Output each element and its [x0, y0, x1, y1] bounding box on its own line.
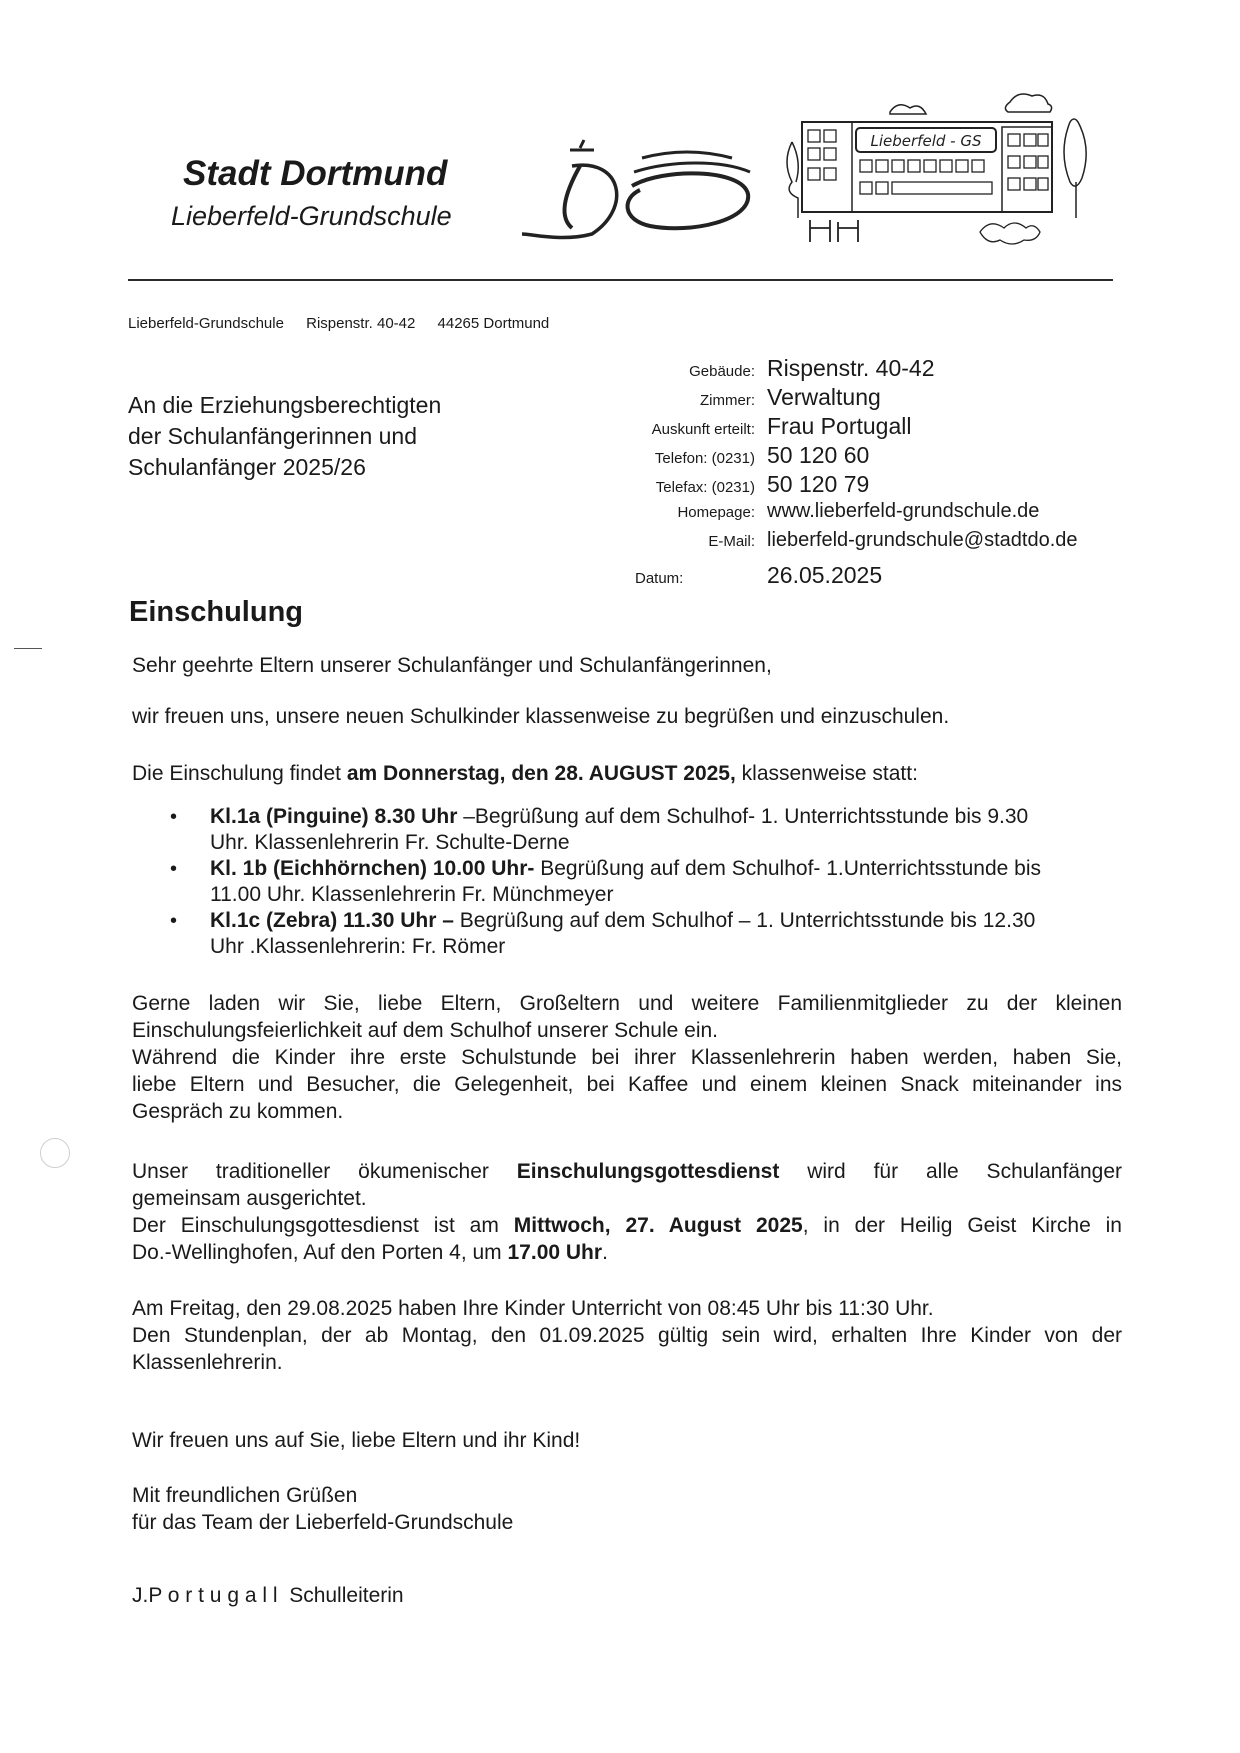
sender-city: 44265 Dortmund [437, 315, 550, 332]
service-bold: Einschulungsgottesdienst [516, 1160, 780, 1183]
friday-line: Klassenlehrerin. [132, 1351, 283, 1374]
city-title: Stadt Dortmund [183, 154, 448, 193]
fax-value: 50 120 79 [767, 471, 870, 497]
class-1c-teacher: Uhr .Klassenlehrerin: Fr. Römer [210, 935, 506, 958]
class-1c-detail: Begrüßung auf dem Schulhof – 1. Unterrichtsstunde bis 12.30 [453, 909, 1036, 932]
closing-text: Wir freuen uns auf Sie, liebe Eltern und ihr Kind! [132, 1429, 581, 1452]
room-value: Verwaltung [767, 384, 881, 410]
invite-line: Einschulungsfeierlichkeit auf dem Schulhof unserer Schule ein. [132, 1019, 719, 1042]
phone-label: Telefon: (0231) [654, 450, 755, 467]
class-1a-detail: –Begrüßung auf dem Schulhof- 1. Unterrichtsstunde bis 9.30 [457, 805, 1029, 828]
signature-role: Schulleiterin [289, 1584, 404, 1607]
recipient-line: An die Erziehungsberechtigten [128, 392, 442, 418]
class-1b-title: Kl. 1b (Eichhörnchen) 10.00 Uhr- [210, 857, 535, 880]
class-1a-teacher: Uhr. Klassenlehrerin Fr. Schulte-Derne [210, 831, 570, 854]
service-line [132, 1212, 1122, 1239]
signature-line [132, 1582, 1122, 1609]
friday-line: Den Stundenplan, der ab Montag, den 01.09.2025 gültig sein wird, erhalten Ihre Kinder von der [132, 1324, 1122, 1347]
service-text: , in der Heilig Geist Kirche in [802, 1214, 1122, 1237]
contact-person-value: Frau Portugall [767, 413, 912, 439]
recipient-line: der Schulanfängerinnen und [128, 423, 418, 449]
class-schedule-list [132, 804, 1122, 960]
signature-block [132, 1582, 1122, 1609]
date-sentence-post: klassenweise statt: [735, 762, 918, 785]
homepage-label: Homepage: [677, 504, 755, 521]
email-label: E-Mail: [708, 533, 755, 550]
date-sentence-pre: Die Einschulung findet [132, 762, 347, 785]
intro-paragraph [132, 703, 1122, 730]
sender-street: Rispenstr. 40-42 [306, 315, 416, 332]
service-text: Do.-Wellinghofen, Auf den Porten 4, um [132, 1241, 508, 1264]
class-1a-title: Kl.1a (Pinguine) 8.30 Uhr [210, 805, 458, 828]
bullet-icon: • [170, 910, 178, 932]
contact-row-fax [560, 471, 1160, 500]
class-1b-teacher: 11.00 Uhr. Klassenlehrerin Fr. Münchmeyer [210, 883, 614, 906]
contact-row-room [560, 384, 1160, 413]
sender-name: Lieberfeld-Grundschule [128, 315, 284, 332]
contact-row-homepage [560, 500, 1160, 529]
service-line: gemeinsam ausgerichtet. [132, 1187, 367, 1210]
intro-text: wir freuen uns, unsere neuen Schulkinder klassenweise zu begrüßen und einzuschulen. [132, 705, 950, 728]
punch-hole-mark [40, 1138, 70, 1168]
contact-row-person [560, 413, 1160, 442]
service-text: Unser traditioneller ökumenischer [132, 1160, 517, 1183]
list-item [132, 804, 1122, 856]
recipient-block [128, 390, 441, 483]
school-subtitle: Lieberfeld-Grundschule [171, 201, 452, 231]
invite-line: Gespräch zu kommen. [132, 1100, 344, 1123]
friday-paragraph [132, 1295, 1122, 1376]
class-1b-detail: Begrüßung auf dem Schulhof- 1.Unterrichtsstunde bis [534, 857, 1042, 880]
date-value: 26.05.2025 [767, 562, 883, 588]
sender-address-line [128, 315, 567, 332]
recipient-line: Schulanfänger 2025/26 [128, 454, 366, 480]
class-1c-title: Kl.1c (Zebra) 11.30 Uhr – [210, 909, 454, 932]
document-heading: Einschulung [129, 596, 303, 628]
service-bold: 17.00 Uhr [507, 1241, 603, 1264]
date-sentence-bold: am Donnerstag, den 28. AUGUST 2025, [346, 762, 736, 785]
header-divider [128, 279, 1113, 281]
service-text: . [602, 1241, 608, 1264]
date-label: Datum: [635, 570, 684, 587]
service-line [132, 1239, 1122, 1266]
contact-person-label: Auskunft erteilt: [651, 421, 755, 438]
contact-row-date [560, 558, 1160, 587]
service-text: wird für alle Schulanfänger [779, 1160, 1122, 1183]
homepage-value: www.lieberfeld-grundschule.de [767, 500, 1040, 522]
bullet-icon: • [170, 806, 178, 828]
fax-label: Telefax: (0231) [655, 479, 755, 496]
school-building-drawing [780, 82, 1100, 262]
invite-line: liebe Eltern und Besucher, die Gelegenheit, bei Kaffee und einem kleinen Snack miteinander ins [132, 1073, 1122, 1096]
bullet-icon: • [170, 858, 178, 880]
service-text: Der Einschulungsgottesdienst ist am [132, 1214, 514, 1237]
building-value: Rispenstr. 40-42 [767, 355, 935, 381]
room-label: Zimmer: [700, 392, 755, 409]
salutation-text: Sehr geehrte Eltern unserer Schulanfänger und Schulanfängerinnen, [132, 654, 772, 677]
scan-mark [14, 648, 42, 649]
friday-line: Am Freitag, den 29.08.2025 haben Ihre Kinder Unterricht von 08:45 Uhr bis 11:30 Uhr. [132, 1297, 934, 1320]
greeting-block [132, 1482, 1122, 1536]
invite-line: Gerne laden wir Sie, liebe Eltern, Großeltern und weitere Familienmitglieder zu der kleinen [132, 992, 1122, 1015]
closing-paragraph [132, 1427, 1122, 1454]
contact-row-building [560, 355, 1160, 384]
service-line [132, 1158, 1122, 1185]
list-item [132, 856, 1122, 908]
greeting-line: Mit freundlichen Grüßen [132, 1484, 358, 1507]
building-label: Gebäude: [689, 363, 755, 380]
dortmund-do-logo [522, 138, 762, 248]
phone-value: 50 120 60 [767, 442, 870, 468]
contact-row-email [560, 529, 1160, 558]
salutation [132, 652, 1122, 679]
greeting-line: für das Team der Lieberfeld-Grundschule [132, 1511, 514, 1534]
school-sign-text: Lieberfeld - GS [870, 132, 982, 150]
list-item [132, 908, 1122, 960]
invitation-paragraph [132, 990, 1122, 1125]
date-sentence [132, 760, 1122, 787]
service-bold: Mittwoch, 27. August 2025 [513, 1214, 803, 1237]
invite-line: Während die Kinder ihre erste Schulstunde bei ihrer Klassenlehrerin haben werden, haben Sie, [132, 1046, 1122, 1069]
contact-info-block [560, 355, 1160, 587]
signature-name: J.P o r t u g a l l [132, 1584, 278, 1607]
date-paragraph [132, 760, 1122, 787]
contact-row-phone [560, 442, 1160, 471]
email-value: lieberfeld-grundschule@stadtdo.de [767, 529, 1078, 551]
service-paragraph [132, 1158, 1122, 1266]
